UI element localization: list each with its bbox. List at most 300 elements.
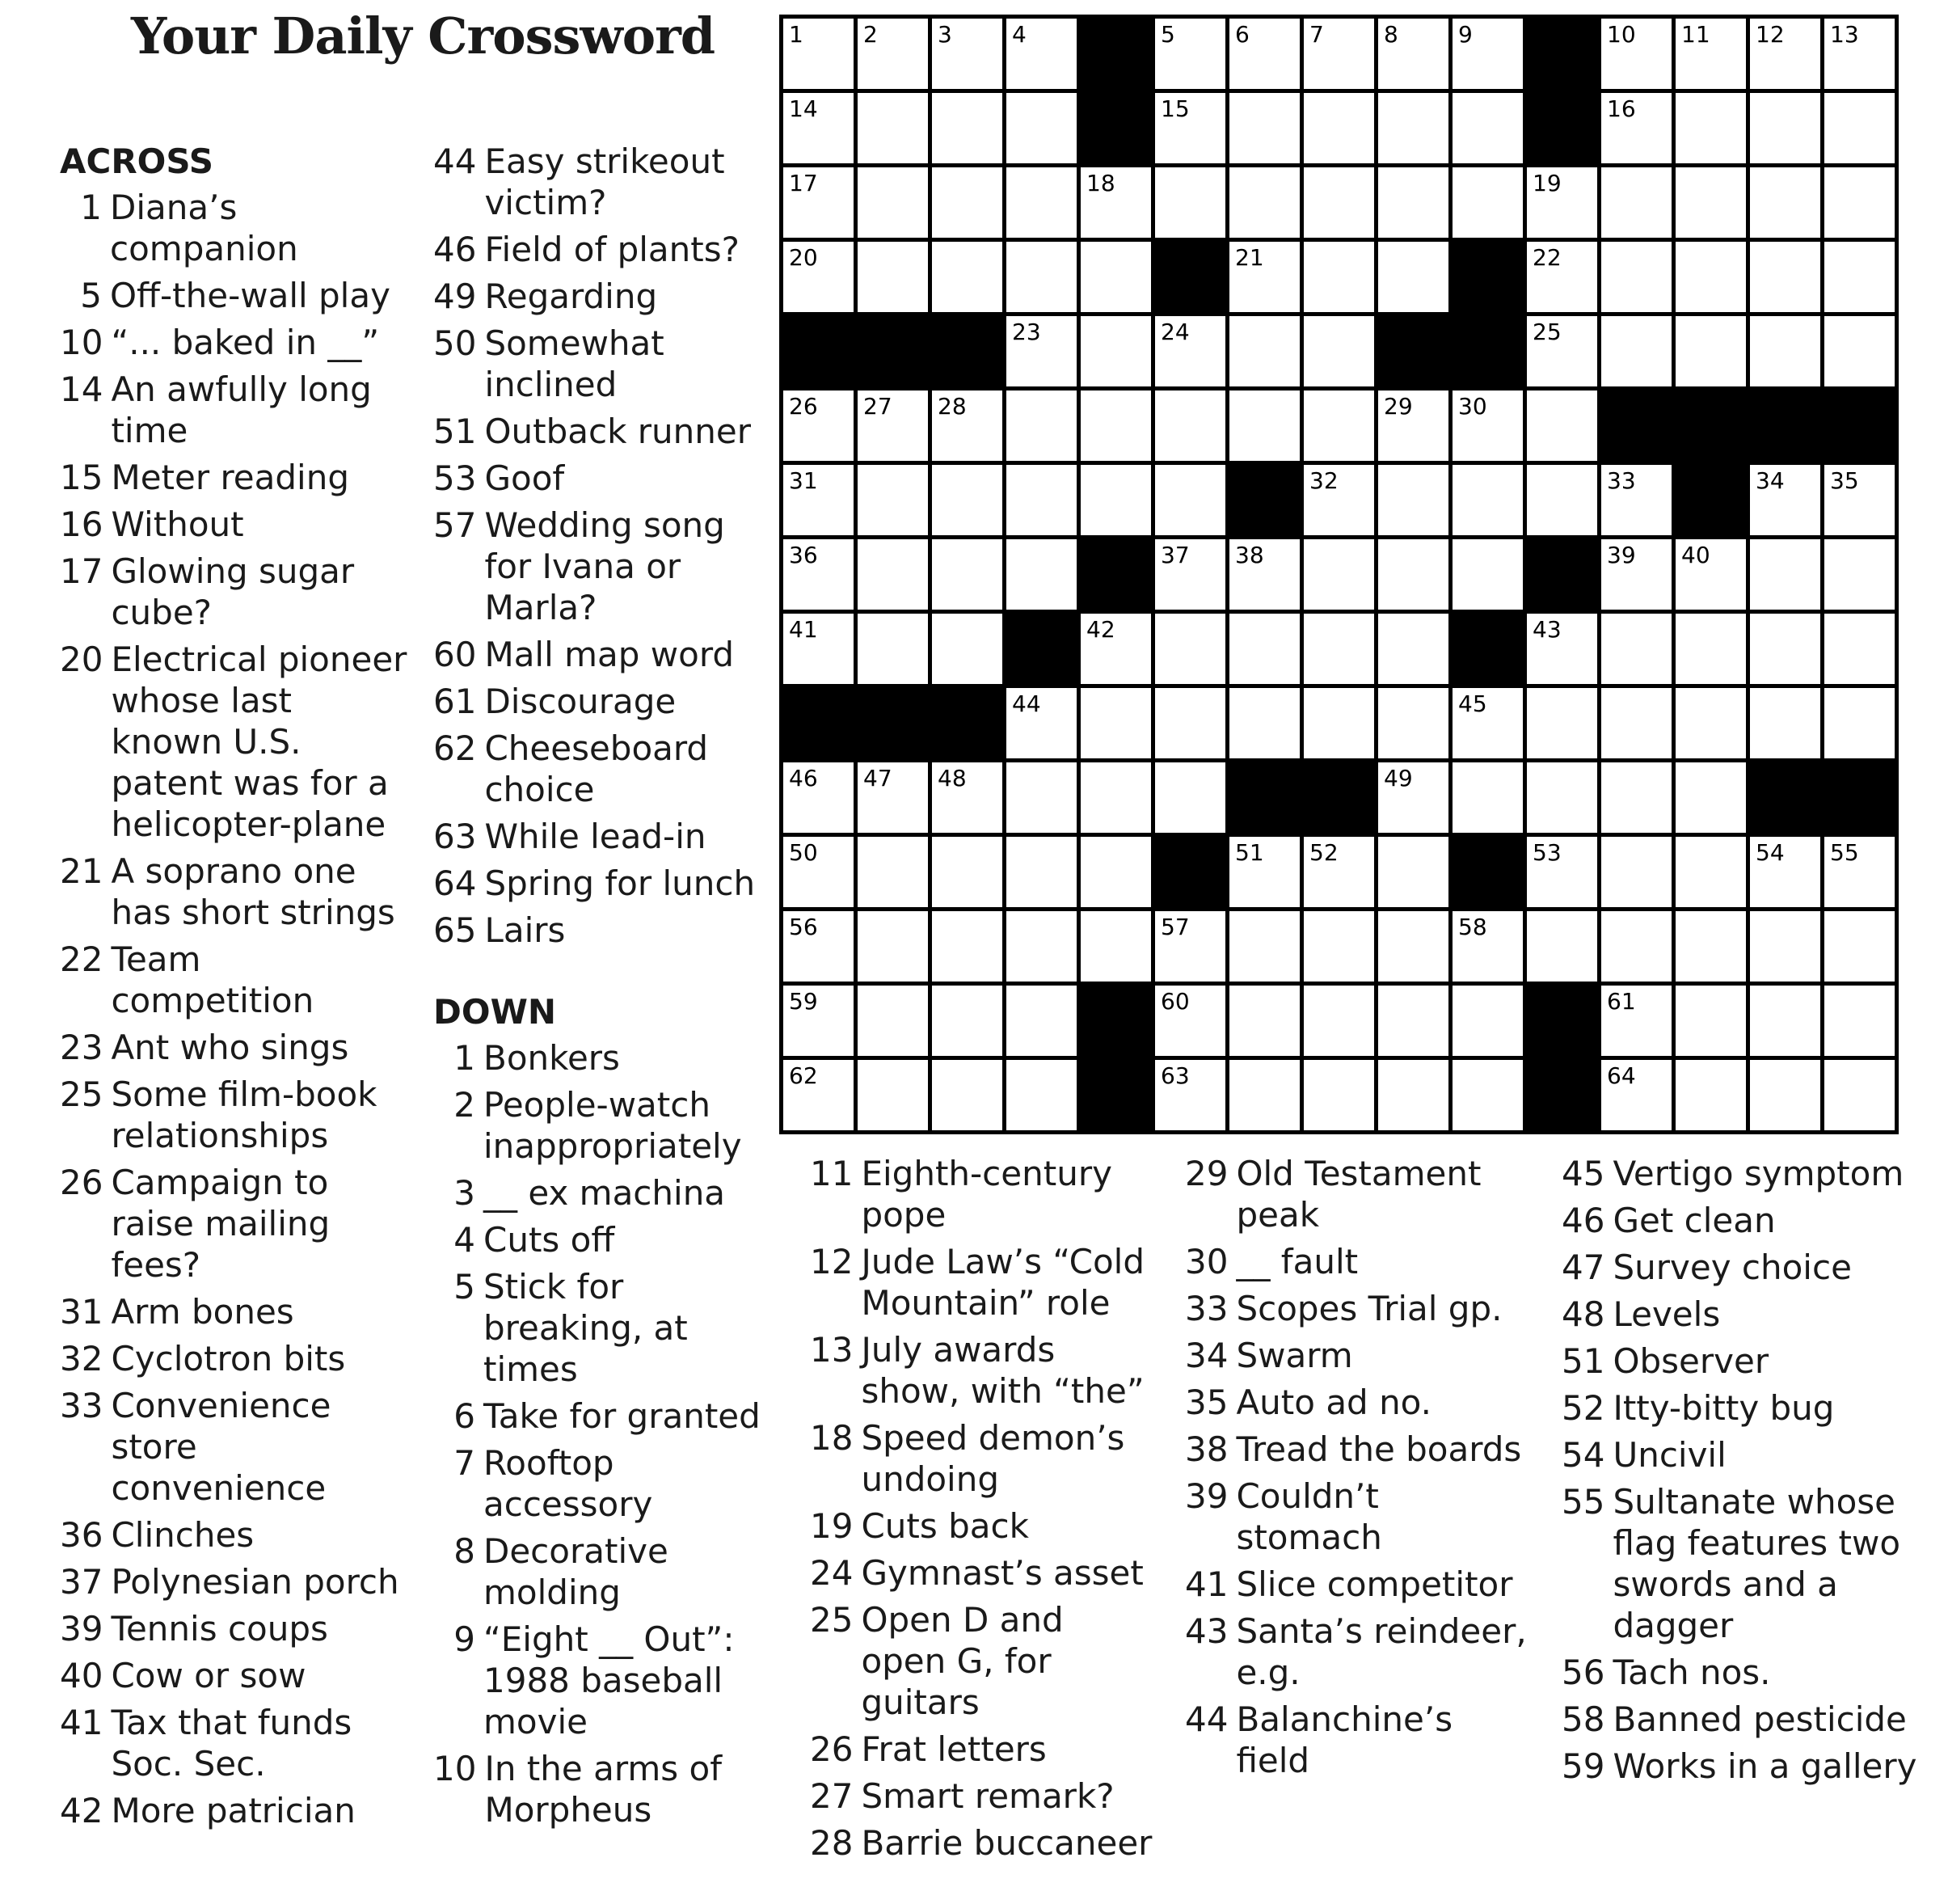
grid-cell[interactable] [1750,539,1820,610]
grid-cell[interactable] [1601,762,1672,833]
grid-cell[interactable] [1676,837,1746,907]
cell-number: 48 [938,765,967,792]
clue-item [810,1241,1157,1324]
clue-text: Rooftop accessory [483,1443,653,1524]
clue-item [433,141,773,223]
grid-cell[interactable] [1155,911,1225,982]
grid-cell[interactable] [1006,986,1077,1056]
grid-cell-black [1081,1060,1151,1130]
grid-cell[interactable] [1676,911,1746,982]
cell-number: 56 [789,914,818,940]
clue-text: Old Testament peak [1236,1154,1482,1235]
grid-cell[interactable] [1006,911,1077,982]
grid-cell[interactable] [1750,986,1820,1056]
grid-cell[interactable] [858,242,928,312]
page-title: Your Daily Crossword [131,6,715,65]
clue-number: 33 [60,1386,103,1425]
grid-cell[interactable] [932,465,1002,535]
grid-cell[interactable] [783,93,854,163]
cell-number: 25 [1533,319,1562,345]
grid-cell[interactable] [1750,837,1820,907]
grid-cell[interactable] [1081,167,1151,238]
grid-cell[interactable] [1601,614,1672,684]
grid-cell[interactable] [1824,242,1895,312]
clue-list [433,1037,773,1830]
grid-cell[interactable] [1378,539,1448,610]
grid-cell[interactable] [1155,539,1225,610]
grid-cell[interactable] [1081,465,1151,535]
grid-cell[interactable] [1750,911,1820,982]
grid-cell[interactable] [1527,167,1597,238]
clue-text: Convenience store convenience [111,1386,331,1508]
clue-item [60,275,407,316]
grid-cell[interactable] [783,614,854,684]
grid-cell[interactable] [1081,316,1151,386]
grid-cell[interactable] [1229,614,1300,684]
grid-cell[interactable] [1006,465,1077,535]
clue-number: 64 [433,863,477,903]
cell-number: 16 [1607,95,1636,122]
clue-number: 6 [453,1396,475,1436]
grid-cell[interactable] [1601,465,1672,535]
clue-number: 41 [1185,1564,1229,1604]
grid-cell[interactable] [1378,837,1448,907]
grid-cell[interactable] [1155,167,1225,238]
grid-cell[interactable] [1304,614,1374,684]
grid-cell[interactable] [932,614,1002,684]
grid-cell[interactable] [1229,19,1300,89]
grid-cell[interactable] [1453,93,1523,163]
clue-item [433,458,773,499]
clue-item [1185,1153,1533,1235]
grid-cell[interactable] [1527,837,1597,907]
clue-number: 7 [453,1443,475,1483]
grid-cell[interactable] [1304,465,1374,535]
grid-cell[interactable] [783,465,854,535]
clue-item [60,939,407,1021]
grid-cell[interactable] [1006,242,1077,312]
grid-cell[interactable] [1006,762,1077,833]
grid-cell[interactable] [858,986,928,1056]
grid-cell[interactable] [783,911,854,982]
grid-cell[interactable] [858,465,928,535]
clue-number: 30 [1185,1242,1229,1281]
grid-cell[interactable] [783,1060,854,1130]
grid-cell[interactable] [1824,1060,1895,1130]
clue-text: Balanchine’s field [1236,1699,1453,1780]
grid-cell[interactable] [1378,762,1448,833]
clue-number: 2 [453,1085,475,1125]
clue-item [433,1530,773,1613]
cell-number: 27 [863,393,892,420]
grid-cell[interactable] [1527,762,1597,833]
clue-item [810,1329,1157,1412]
grid-cell[interactable] [1453,688,1523,758]
grid-cell[interactable] [1378,19,1448,89]
grid-cell[interactable] [1155,391,1225,461]
grid-cell[interactable] [1676,539,1746,610]
grid-cell[interactable] [783,837,854,907]
cell-number: 4 [1012,21,1027,48]
grid-cell[interactable] [932,1060,1002,1130]
grid-cell[interactable] [783,167,854,238]
grid-cell[interactable] [1378,911,1448,982]
grid-cell[interactable] [1453,1060,1523,1130]
grid-cell-black [1081,539,1151,610]
grid-cell[interactable] [1304,688,1374,758]
grid-cell[interactable] [1750,1060,1820,1130]
grid-cell[interactable] [1378,242,1448,312]
grid-cell-black [1750,391,1820,461]
grid-cell[interactable] [1601,242,1672,312]
grid-cell-black [1155,242,1225,312]
cell-number: 60 [1161,988,1190,1015]
grid-cell[interactable] [1155,614,1225,684]
clue-number: 24 [810,1553,854,1593]
grid-cell[interactable] [1155,19,1225,89]
clue-number: 55 [1562,1482,1605,1522]
grid-cell[interactable] [932,986,1002,1056]
grid-cell[interactable] [858,539,928,610]
grid-cell[interactable] [1824,93,1895,163]
clue-number: 48 [1562,1294,1605,1334]
grid-cell[interactable] [1229,391,1300,461]
grid-cell[interactable] [1527,614,1597,684]
grid-cell[interactable] [932,837,1002,907]
clue-text: __ ex machina [483,1173,726,1213]
grid-cell[interactable] [1527,391,1597,461]
grid-cell[interactable] [783,762,854,833]
grid-cell-black [1229,762,1300,833]
grid-cell[interactable] [1676,1060,1746,1130]
grid-cell[interactable] [783,391,854,461]
clue-number: 17 [60,551,103,591]
grid-cell[interactable] [1676,93,1746,163]
grid-cell[interactable] [783,539,854,610]
grid-cell[interactable] [1750,688,1820,758]
grid-cell[interactable] [1527,465,1597,535]
grid-cell[interactable] [1453,465,1523,535]
clue-number: 39 [60,1609,103,1649]
clue-item [1562,1153,1925,1194]
grid-cell[interactable] [1304,1060,1374,1130]
grid-cell[interactable] [1006,391,1077,461]
clue-text: Tread the boards [1236,1429,1522,1469]
grid-cell[interactable] [1453,986,1523,1056]
grid-cell[interactable] [1453,167,1523,238]
grid-cell[interactable] [1676,167,1746,238]
grid-cell[interactable] [1229,93,1300,163]
grid-cell[interactable] [1750,614,1820,684]
clue-number: 57 [433,505,477,545]
grid-cell-black [1155,837,1225,907]
clue-text: Lairs [484,910,566,950]
clue-number: 16 [60,504,103,544]
grid-cell[interactable] [1006,539,1077,610]
grid-cell[interactable] [1750,19,1820,89]
grid-cell[interactable] [1378,391,1448,461]
clue-item [433,1395,773,1437]
grid-cell[interactable] [932,242,1002,312]
clue-text: Jude Law’s “Cold Mountain” role [861,1242,1145,1323]
cell-number: 20 [789,244,818,271]
grid-cell[interactable] [1601,688,1672,758]
grid-cell[interactable] [1601,93,1672,163]
grid-cell[interactable] [858,911,928,982]
grid-cell-black [1453,614,1523,684]
grid-cell[interactable] [1006,167,1077,238]
cell-number: 13 [1830,21,1859,48]
clue-number: 59 [1562,1746,1605,1786]
grid-cell[interactable] [1824,986,1895,1056]
grid-cell[interactable] [1824,465,1895,535]
clue-number: 34 [1185,1336,1229,1375]
grid-cell[interactable] [1155,465,1225,535]
grid-cell[interactable] [1824,316,1895,386]
clue-item [433,816,773,857]
grid-cell[interactable] [932,93,1002,163]
grid-cell[interactable] [1824,837,1895,907]
clue-item [433,1748,773,1830]
grid-cell[interactable] [1006,93,1077,163]
clue-item [60,1074,407,1156]
clue-item [1562,1247,1925,1288]
grid-cell[interactable] [783,242,854,312]
grid-cell[interactable] [932,391,1002,461]
clue-number: 4 [453,1220,475,1260]
cell-number: 26 [789,393,818,420]
clue-text: Scopes Trial gp. [1236,1289,1503,1328]
grid-cell[interactable] [1081,837,1151,907]
grid-cell[interactable] [858,93,928,163]
grid-cell[interactable] [1304,19,1374,89]
grid-cell[interactable] [1453,539,1523,610]
grid-cell[interactable] [1378,688,1448,758]
cell-number: 10 [1607,21,1636,48]
grid-cell[interactable] [1601,1060,1672,1130]
grid-cell[interactable] [858,19,928,89]
grid-cell[interactable] [1676,19,1746,89]
grid-cell[interactable] [858,762,928,833]
clue-text: A soprano one has short strings [111,851,395,932]
grid-cell-black [932,316,1002,386]
grid-cell[interactable] [1824,19,1895,89]
grid-cell[interactable] [1676,762,1746,833]
grid-cell[interactable] [1229,986,1300,1056]
cell-number: 38 [1235,542,1264,568]
grid-cell[interactable] [1155,688,1225,758]
grid-cell[interactable] [1229,167,1300,238]
cell-number: 1 [789,21,803,48]
grid-cell[interactable] [1229,688,1300,758]
clue-text: Take for granted [483,1396,761,1436]
clue-text: Campaign to raise mailing fees? [111,1163,331,1285]
grid-cell[interactable] [1453,19,1523,89]
clue-item [433,910,773,951]
clue-item [60,1561,407,1602]
grid-cell[interactable] [1824,614,1895,684]
grid-cell[interactable] [1006,1060,1077,1130]
grid-cell[interactable] [1601,316,1672,386]
grid-cell[interactable] [932,19,1002,89]
grid-cell[interactable] [1601,539,1672,610]
grid-cell[interactable] [1824,167,1895,238]
clue-list [1562,1153,1925,1787]
clue-number: 5 [453,1267,475,1307]
grid-cell[interactable] [858,1060,928,1130]
grid-cell[interactable] [1006,688,1077,758]
grid-cell[interactable] [1229,911,1300,982]
grid-cell[interactable] [1229,837,1300,907]
clue-item [60,551,407,633]
grid-cell[interactable] [1155,316,1225,386]
grid-cell[interactable] [1304,986,1374,1056]
clue-item [1562,1387,1925,1429]
grid-cell[interactable] [1527,242,1597,312]
grid-cell[interactable] [1229,316,1300,386]
grid-cell[interactable] [1527,911,1597,982]
grid-cell[interactable] [1304,93,1374,163]
grid-cell[interactable] [1304,911,1374,982]
grid-cell[interactable] [1824,688,1895,758]
grid-cell[interactable] [1229,539,1300,610]
grid-cell[interactable] [1527,688,1597,758]
grid-cell[interactable] [1453,762,1523,833]
grid-cell-black [1304,762,1374,833]
grid-cell[interactable] [1676,688,1746,758]
grid-cell[interactable] [932,911,1002,982]
grid-cell[interactable] [1155,93,1225,163]
clue-text: Stick for breaking, at times [483,1267,688,1389]
grid-cell[interactable] [1304,539,1374,610]
grid-cell[interactable] [1081,762,1151,833]
grid-cell[interactable] [1155,986,1225,1056]
clue-number: 60 [433,635,477,674]
grid-cell[interactable] [1453,391,1523,461]
clue-list [60,187,407,1831]
cell-number: 54 [1756,839,1785,866]
grid-cell[interactable] [1304,391,1374,461]
grid-cell[interactable] [858,391,928,461]
grid-cell[interactable] [858,167,928,238]
grid-cell[interactable] [1601,986,1672,1056]
grid-cell[interactable] [1750,465,1820,535]
clue-item [433,411,773,452]
cell-number: 35 [1830,467,1859,494]
clue-text: Uncivil [1613,1435,1727,1475]
clue-text: “... baked in __” [111,323,380,362]
grid-cell[interactable] [1824,539,1895,610]
clue-text: Decorative molding [483,1531,668,1612]
grid-cell[interactable] [858,837,928,907]
clue-text: In the arms of Morpheus [484,1749,722,1830]
grid-cell[interactable] [1601,837,1672,907]
grid-cell[interactable] [1601,167,1672,238]
grid-cell[interactable] [1601,19,1672,89]
grid-cell[interactable] [1750,242,1820,312]
grid-cell[interactable] [1750,316,1820,386]
grid-cell[interactable] [1378,986,1448,1056]
grid-cell[interactable] [932,167,1002,238]
grid-cell[interactable] [1378,93,1448,163]
grid-cell-black [1824,762,1895,833]
grid-cell[interactable] [1006,19,1077,89]
grid-cell[interactable] [1750,93,1820,163]
down-clues-column-2 [810,1153,1157,1869]
grid-cell[interactable] [1527,316,1597,386]
grid-cell[interactable] [1676,614,1746,684]
clue-text: Regarding [484,277,658,316]
grid-cell[interactable] [1081,688,1151,758]
cell-number: 15 [1161,95,1190,122]
grid-cell[interactable] [1378,465,1448,535]
grid-cell[interactable] [1304,242,1374,312]
grid-cell[interactable] [1006,837,1077,907]
grid-cell[interactable] [1155,1060,1225,1130]
grid-cell[interactable] [1378,167,1448,238]
cell-number: 58 [1458,914,1487,940]
grid-cell[interactable] [1081,911,1151,982]
grid-cell[interactable] [1676,242,1746,312]
clue-text: Vertigo symptom [1613,1154,1904,1193]
grid-cell[interactable] [1081,391,1151,461]
grid-cell-black [1750,762,1820,833]
grid-cell[interactable] [1229,1060,1300,1130]
clue-number: 8 [453,1531,475,1571]
grid-cell[interactable] [1081,614,1151,684]
clue-text: Easy strikeout victim? [484,141,725,222]
grid-cell[interactable] [932,762,1002,833]
grid-cell[interactable] [1155,762,1225,833]
grid-cell[interactable] [1006,316,1077,386]
grid-cell[interactable] [1676,986,1746,1056]
grid-cell[interactable] [783,19,854,89]
grid-cell[interactable] [932,539,1002,610]
grid-cell[interactable] [1824,911,1895,982]
clue-item [1185,1241,1533,1282]
grid-cell[interactable] [1304,837,1374,907]
grid-cell[interactable] [783,986,854,1056]
grid-cell[interactable] [1378,614,1448,684]
grid-cell[interactable] [1676,316,1746,386]
grid-cell[interactable] [1081,242,1151,312]
clue-item [810,1729,1157,1770]
clue-item [1185,1699,1533,1781]
cell-number: 32 [1309,467,1339,494]
grid-cell[interactable] [1304,167,1374,238]
grid-cell-black [1229,465,1300,535]
clue-text: Goof [484,458,565,498]
clue-text: July awards show, with “the” [861,1330,1145,1411]
clue-item [810,1775,1157,1817]
grid-cell[interactable] [858,614,928,684]
grid-cell[interactable] [1601,911,1672,982]
grid-cell[interactable] [1378,1060,1448,1130]
grid-cell[interactable] [1750,167,1820,238]
clue-number: 20 [60,640,103,679]
clue-text: Sultanate whose flag features two swords and a dagger [1613,1482,1901,1645]
clue-item [1185,1611,1533,1693]
clue-text: Spring for lunch [484,863,756,903]
clue-item [60,1702,407,1784]
clue-item [1185,1429,1533,1470]
across-heading: ACROSS [60,141,213,181]
grid-cell[interactable] [1304,316,1374,386]
cell-number: 42 [1086,616,1115,643]
grid-cell[interactable] [1229,242,1300,312]
grid-cell[interactable] [1453,911,1523,982]
clue-item [60,457,407,498]
